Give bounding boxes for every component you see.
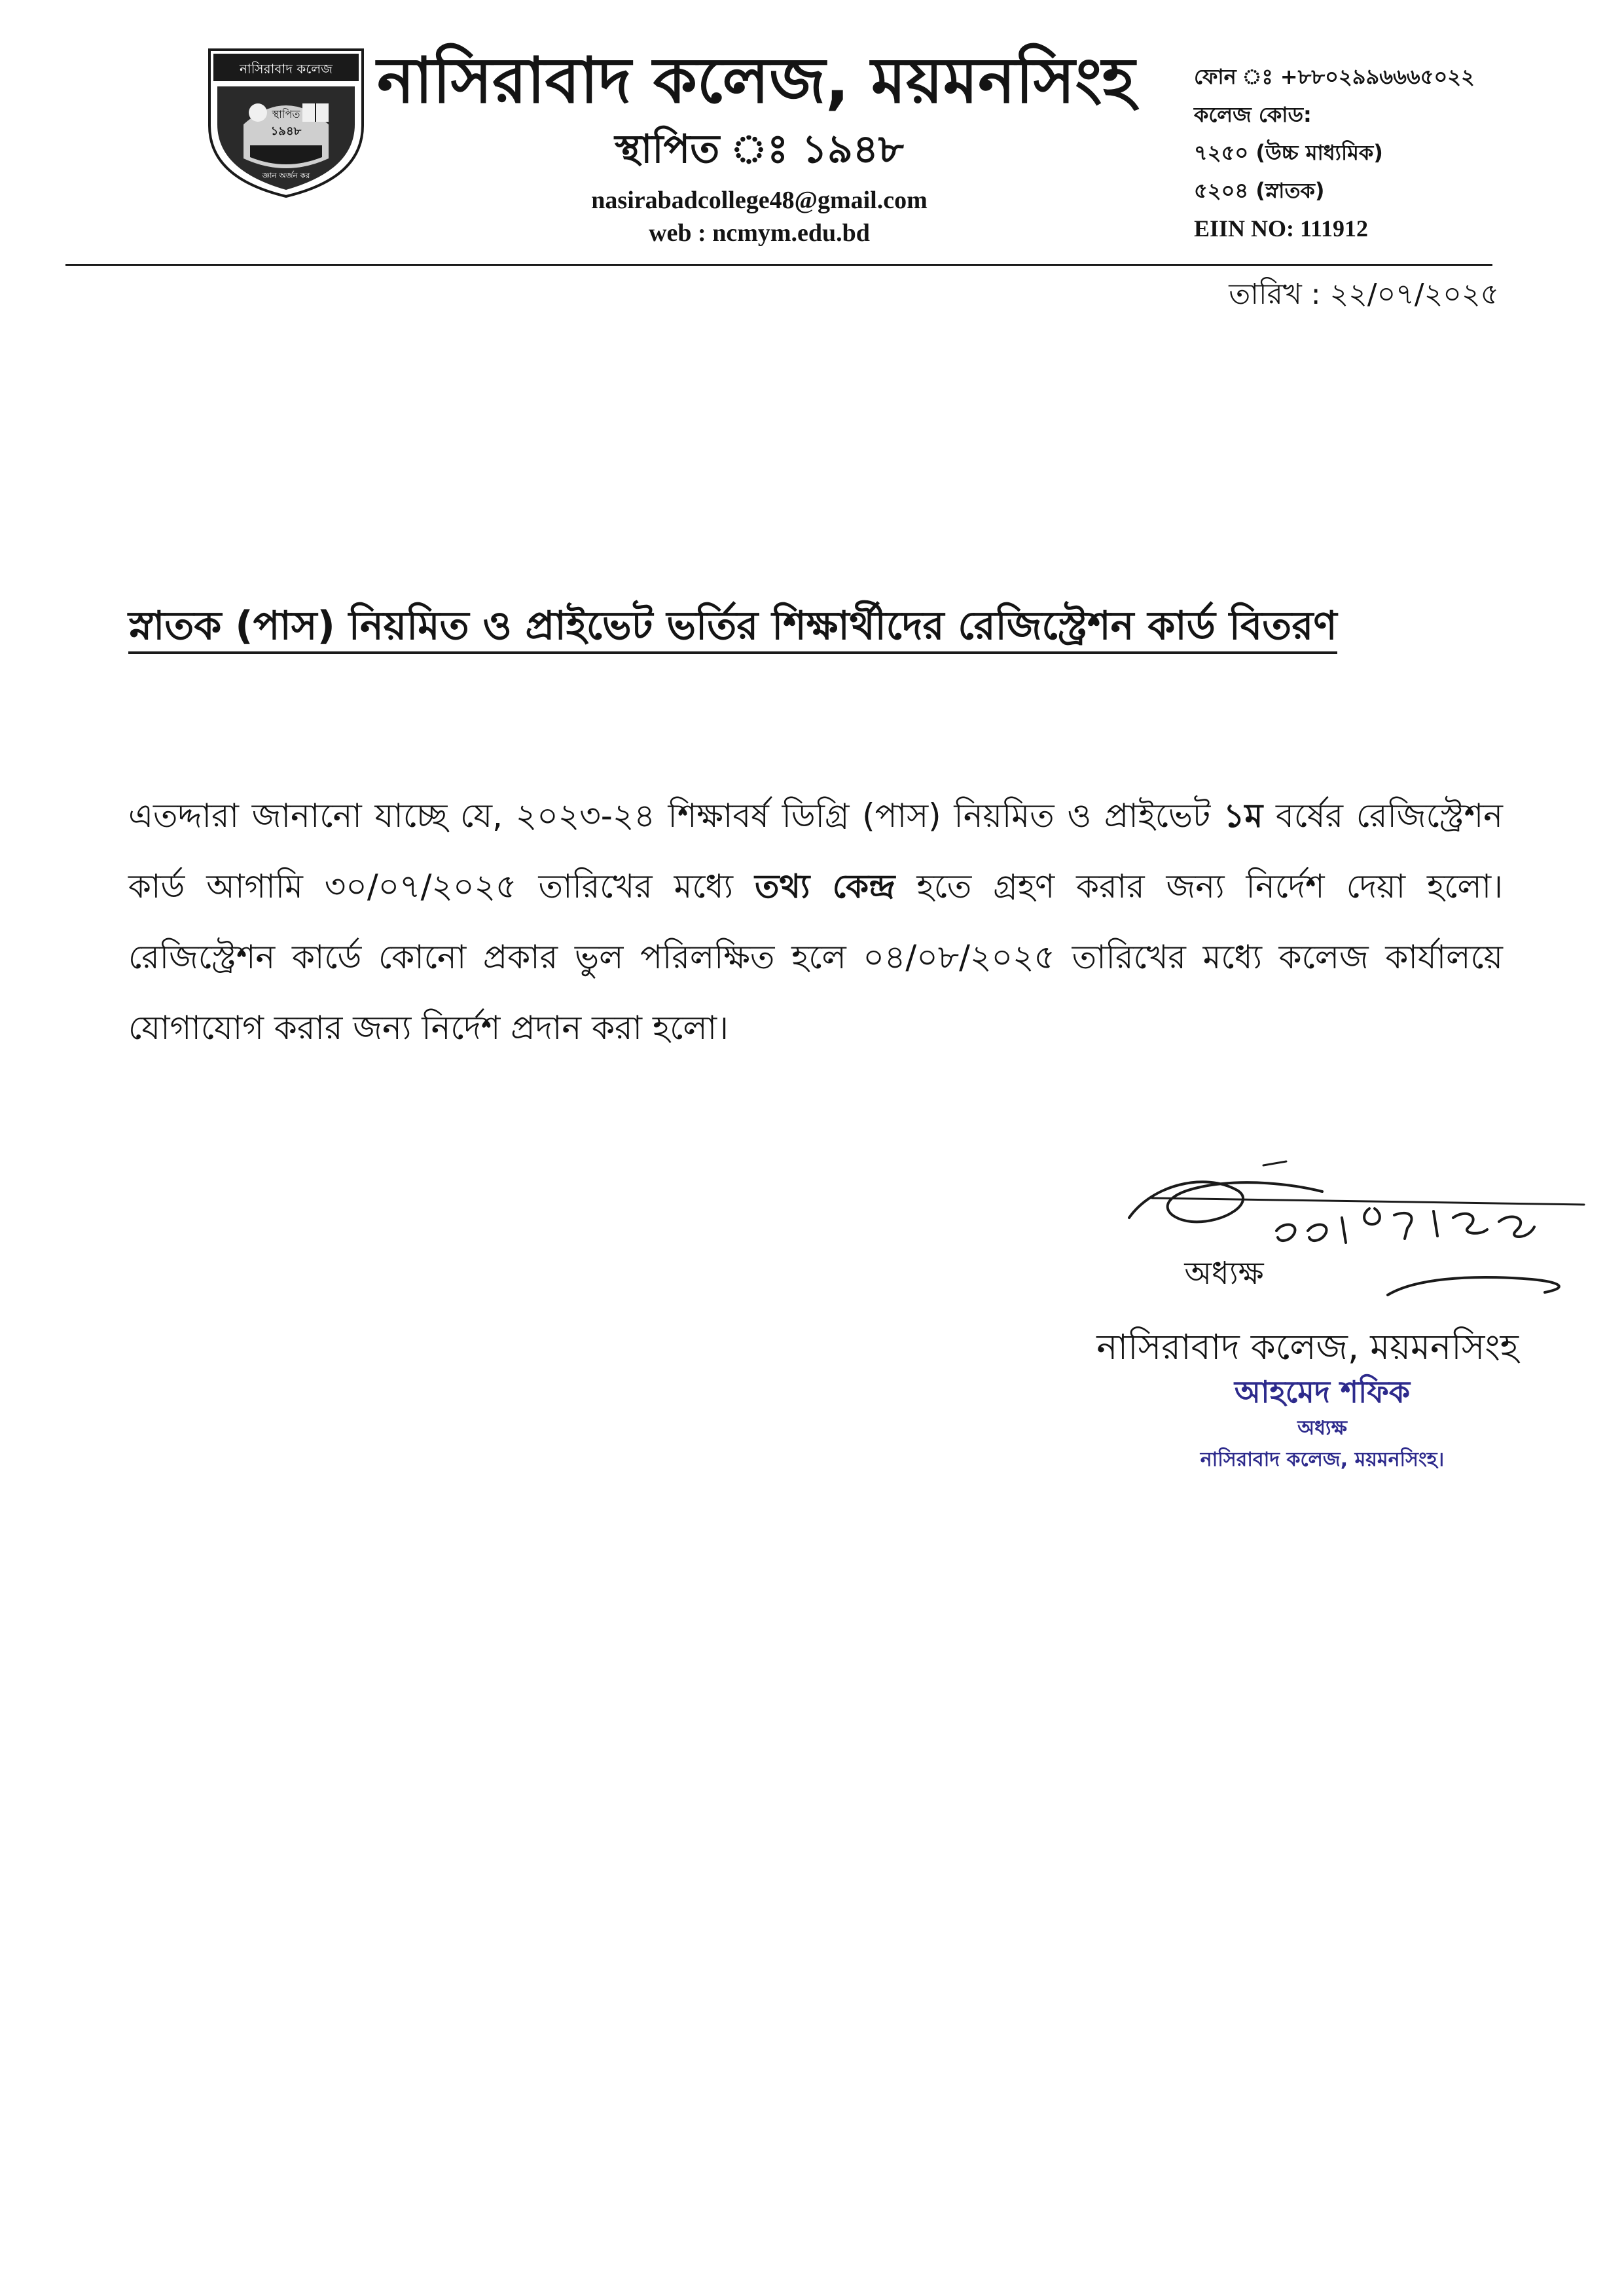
signatory-title: অধ্যক্ষ: [1184, 1255, 1264, 1292]
logo-year: ১৯৪৮: [270, 124, 302, 138]
logo-established-text: স্থাপিত: [272, 108, 300, 120]
contact-info: [1194, 58, 1534, 247]
stamp-college: নাসিরাবাদ কলেজ, ময়মনসিংহ।: [1200, 1448, 1445, 1471]
college-code-label: কলেজ কোড:: [1194, 102, 1312, 127]
notice-title-text: স্নাতক (পাস) নিয়মিত ও প্রাইভেট ভর্তির শিক্ষার্থীদের রেজিস্ট্রেশন কার্ড বিতরণ: [128, 603, 1337, 654]
college-code-hsc: ৭২৫০ (উচ্চ মাধ্যমিক): [1194, 140, 1383, 165]
principal-signature: [1126, 1159, 1597, 1329]
body-bold-info-center: তথ্য কেন্দ্র: [754, 867, 895, 905]
notice-title: [128, 596, 1503, 656]
notice-date: তারিখ : ২২/০৭/২০২৫: [1229, 278, 1499, 311]
principal-stamp: [1087, 1371, 1558, 1476]
phone-number: ফোন ঃ +৮৮০২৯৯৬৬৬৫০২২: [1194, 64, 1475, 89]
college-code-degree: ৫২০৪ (স্নাতক): [1194, 178, 1325, 203]
college-email: nasirabadcollege48@gmail.com: [591, 187, 928, 214]
header-divider: [65, 264, 1492, 266]
stamp-title: অধ্যক্ষ: [1297, 1417, 1347, 1440]
college-website: web : ncmym.edu.bd: [649, 219, 870, 247]
notice-body: [128, 780, 1503, 1063]
college-logo: [204, 47, 368, 199]
stamp-name: আহমেদ শফিক: [1234, 1374, 1411, 1410]
logo-top-text: নাসিরাবাদ কলেজ: [239, 61, 333, 77]
eiin-number: EIIN NO: 111912: [1194, 215, 1369, 242]
body-text-part-3: হতে গ্রহণ করার জন্য নির্দেশ দেয়া হলো। রেজিস্ট্রেশন কার্ডে কোনো প্রকার ভুল পরিলক্ষিত হলে ০৪/০৮/২০২৫ তারিখের মধ্যে কলেজ কার্যালয়ে যোগাযোগ করার জন্য নির্দেশ প্রদান করা হলো।: [128, 867, 1504, 1047]
established-year: স্থাপিত ঃ ১৯৪৮: [615, 126, 904, 172]
body-text-part-2: বর্ষের রেজিস্ট্রেশন কার্ড আগামি ৩০/০৭/২০২৫ তারিখের মধ্যে: [128, 797, 1503, 905]
logo-motto: জ্ঞান অর্জন কর: [262, 171, 310, 180]
body-text-part-1: এতদ্দারা জানানো যাচ্ছে যে, ২০২৩-২৪ শিক্ষাবর্ষ ডিগ্রি (পাস) নিয়মিত ও প্রাইভেট: [128, 797, 1224, 835]
body-bold-year: ১ম: [1223, 797, 1263, 835]
college-name: নাসিরাবাদ কলেজ, ময়মনসিংহ: [377, 44, 1135, 117]
signatory-college: নাসিরাবাদ কলেজ, ময়মনসিংহ: [1096, 1326, 1519, 1368]
